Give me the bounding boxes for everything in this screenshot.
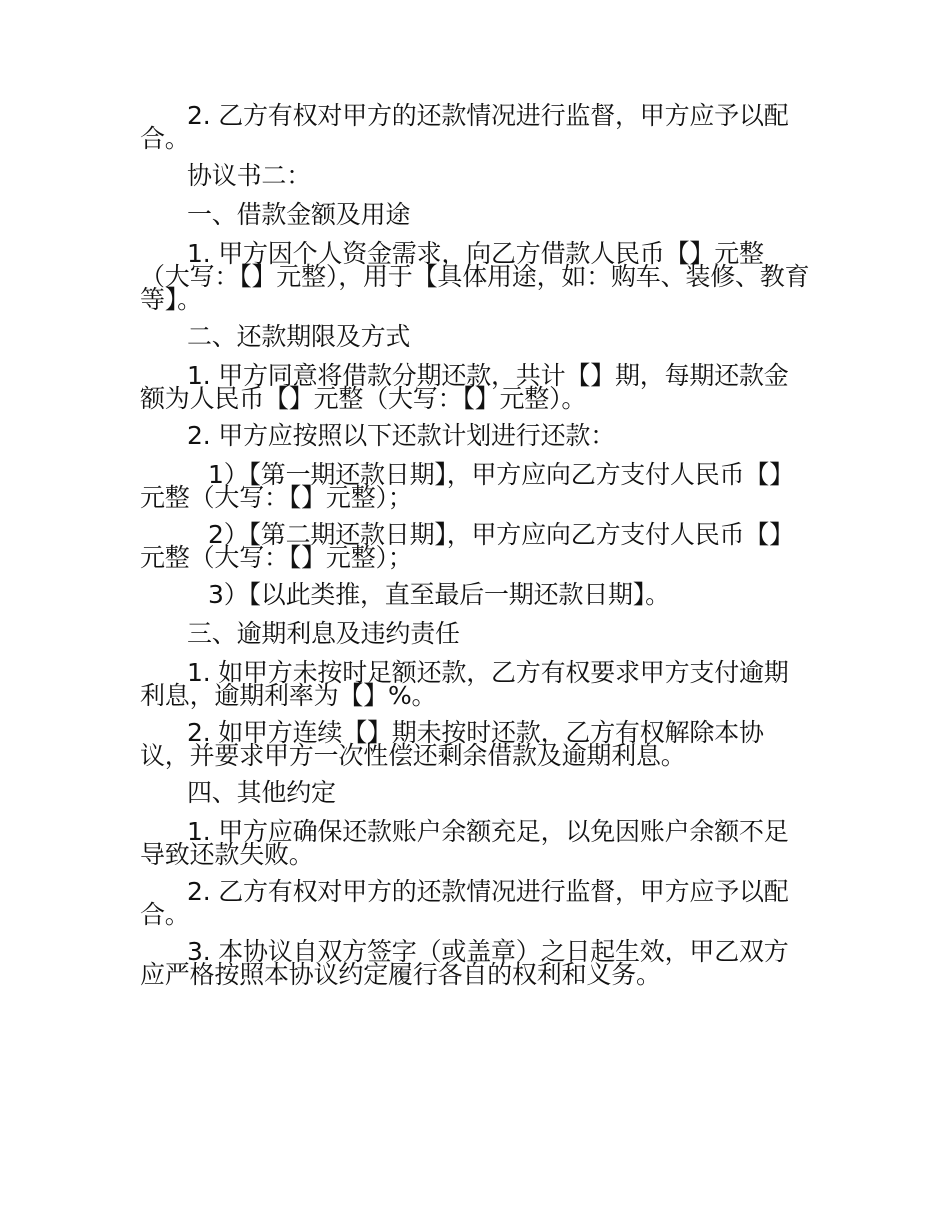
clause-paragraph: 1. 甲方应确保还款账户余额充足，以免因账户余额不足导致还款失败。 (140, 817, 789, 869)
document-body (140, 101, 812, 1000)
clause-paragraph: 1. 如甲方未按时足额还款，乙方有权要求甲方支付逾期利息，逾期利率为【】%。 (140, 658, 789, 710)
clause-paragraph: 3. 本协议自双方签字（或盖章）之日起生效，甲乙双方应严格按照本协议约定履行各自的权利和义务。 (140, 937, 789, 989)
section-heading: 一、借款金额及用途 (187, 200, 411, 229)
clause-paragraph: 2. 乙方有权对甲方的还款情况进行监督，甲方应予以配合。 (140, 101, 789, 153)
agreement-title: 协议书二： (187, 161, 312, 190)
clause-paragraph: 1. 甲方同意将借款分期还款，共计【】期，每期还款金额为人民币【】元整（大写：【】元整）。 (140, 361, 789, 413)
clause-paragraph: 2. 乙方有权对甲方的还款情况进行监督，甲方应予以配合。 (140, 877, 789, 929)
section-heading: 四、其他约定 (187, 778, 336, 807)
schedule-item: 3）【以此类推，直至最后一期还款日期】。 (208, 580, 670, 609)
clause-paragraph: 2. 如甲方连续【】期未按时还款，乙方有权解除本协议，并要求甲方一次性偿还剩余借款及逾期利息。 (140, 718, 764, 770)
clause-paragraph: 1. 甲方因个人资金需求，向乙方借款人民币【】元整（大写：【】元整），用于【具体用途，如：购车、装修、教育等】。 (140, 239, 810, 314)
clause-paragraph: 2. 甲方应按照以下还款计划进行还款： (187, 421, 616, 450)
schedule-item: 1）【第一期还款日期】，甲方应向乙方支付人民币【】元整（大写：【】元整）； (140, 460, 794, 512)
section-heading: 三、逾期利息及违约责任 (187, 619, 460, 648)
schedule-item: 2）【第二期还款日期】，甲方应向乙方支付人民币【】元整（大写：【】元整）； (140, 520, 794, 572)
section-heading: 二、还款期限及方式 (187, 322, 411, 351)
